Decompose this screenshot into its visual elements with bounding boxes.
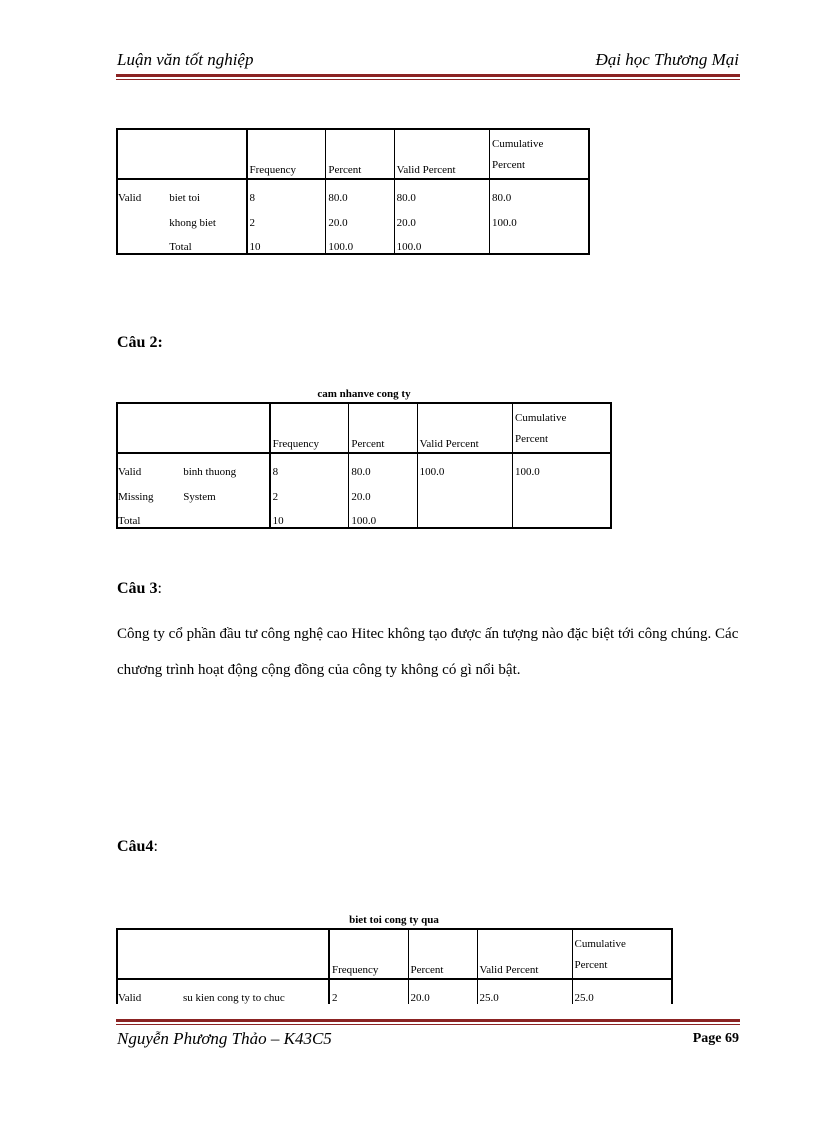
col-cumulative-percent bbox=[490, 129, 589, 179]
cell-valid-percent: 100.0 bbox=[417, 453, 512, 478]
row-group: Valid bbox=[118, 992, 142, 1004]
row-label: su kien cong ty to chuc bbox=[183, 992, 285, 1004]
section-heading-text: Câu4 bbox=[117, 838, 154, 855]
header-thesis-label: Luận văn tốt nghiệp bbox=[117, 50, 254, 69]
col-cumulative-percent-label: Cumulative Percent bbox=[574, 938, 626, 971]
col-valid-percent: Valid Percent bbox=[477, 929, 572, 979]
row-label: System bbox=[183, 491, 216, 503]
row-group: Missing bbox=[118, 491, 154, 503]
row-group bbox=[117, 204, 167, 229]
cell-percent: 100.0 bbox=[326, 229, 394, 254]
cau-3-paragraph: Công ty cổ phần đầu tư công nghệ cao Hitec không tạo được ấn tượng nào đặc biệt tới công chúng. Các chương trình hoạt động cộng đồng của công ty không có gì nổi bật. bbox=[117, 626, 739, 678]
table-title: cam nhanve cong ty bbox=[317, 388, 411, 400]
table-row bbox=[117, 453, 611, 478]
cell-cumulative: 100.0 bbox=[490, 204, 589, 229]
row-group: Valid bbox=[118, 192, 142, 204]
table-row bbox=[117, 179, 589, 204]
row-group bbox=[117, 229, 167, 254]
section-heading-colon: : bbox=[157, 334, 163, 351]
section-heading-colon: : bbox=[157, 580, 162, 597]
section-heading-text: Câu 3 bbox=[117, 580, 158, 597]
row-label bbox=[181, 503, 269, 528]
row-group: Total bbox=[118, 515, 141, 527]
section-heading-cau-3 bbox=[117, 580, 162, 598]
row-label: Total bbox=[169, 241, 192, 253]
cell-cumulative bbox=[513, 503, 611, 528]
table-header-row bbox=[117, 129, 589, 179]
col-valid-percent: Valid Percent bbox=[417, 403, 512, 453]
cell-valid-percent bbox=[417, 478, 512, 503]
cell-frequency: 10 bbox=[247, 229, 326, 254]
col-percent: Percent bbox=[349, 403, 417, 453]
cell-frequency: 10 bbox=[270, 503, 349, 528]
section-heading-cau-4 bbox=[117, 838, 158, 856]
col-percent: Percent bbox=[408, 929, 477, 979]
cell-percent: 20.0 bbox=[326, 204, 394, 229]
col-cumulative-percent-label: Cumulative Percent bbox=[515, 412, 567, 445]
cell-frequency: 2 bbox=[270, 478, 349, 503]
table-title: biet toi cong ty qua bbox=[349, 914, 439, 926]
col-frequency: Frequency bbox=[329, 929, 408, 979]
cell-frequency: 2 bbox=[247, 204, 326, 229]
cell-cumulative: 25.0 bbox=[572, 979, 672, 1004]
table-row bbox=[117, 979, 672, 1004]
section-heading-colon: : bbox=[153, 838, 158, 855]
cell-cumulative: 80.0 bbox=[490, 179, 589, 204]
cell-cumulative: 100.0 bbox=[513, 453, 611, 478]
cell-valid-percent: 80.0 bbox=[394, 179, 489, 204]
cell-frequency: 8 bbox=[270, 453, 349, 478]
frequency-table-1 bbox=[116, 128, 590, 255]
col-cumulative-percent bbox=[572, 929, 672, 979]
col-frequency: Frequency bbox=[247, 129, 326, 179]
footer-divider bbox=[116, 1019, 740, 1025]
table-row bbox=[117, 204, 589, 229]
cell-cumulative bbox=[513, 478, 611, 503]
col-frequency: Frequency bbox=[270, 403, 349, 453]
cell-valid-percent: 20.0 bbox=[394, 204, 489, 229]
cell-frequency: 8 bbox=[247, 179, 326, 204]
cell-cumulative bbox=[490, 229, 589, 254]
row-group: Valid bbox=[118, 466, 142, 478]
table-header-row bbox=[117, 403, 611, 453]
section-heading-cau-2 bbox=[117, 334, 163, 352]
section-heading-text: Câu 2 bbox=[117, 334, 158, 351]
footer-page-number: Page 69 bbox=[692, 1031, 739, 1046]
row-label: khong biet bbox=[169, 217, 216, 229]
col-percent: Percent bbox=[326, 129, 394, 179]
cell-percent: 20.0 bbox=[408, 979, 477, 1004]
row-label: binh thuong bbox=[183, 466, 237, 478]
table-row bbox=[117, 503, 611, 528]
frequency-table-2 bbox=[116, 402, 612, 529]
header-divider bbox=[116, 74, 740, 80]
table-header-row bbox=[117, 929, 672, 979]
cell-percent: 20.0 bbox=[349, 478, 417, 503]
cell-percent: 80.0 bbox=[349, 453, 417, 478]
header-university-label: Đại học Thương Mại bbox=[595, 50, 739, 69]
cell-frequency: 2 bbox=[329, 979, 408, 1004]
cell-percent: 80.0 bbox=[326, 179, 394, 204]
col-valid-percent: Valid Percent bbox=[394, 129, 489, 179]
cell-valid-percent: 25.0 bbox=[477, 979, 572, 1004]
col-cumulative-percent bbox=[513, 403, 611, 453]
frequency-table-3 bbox=[116, 928, 673, 1004]
footer-author: Nguyễn Phương Thảo – K43C5 bbox=[117, 1029, 332, 1048]
table-row bbox=[117, 478, 611, 503]
col-cumulative-percent-label: Cumulative Percent bbox=[492, 138, 544, 171]
cell-percent: 100.0 bbox=[349, 503, 417, 528]
cell-valid-percent: 100.0 bbox=[394, 229, 489, 254]
row-label: biet toi bbox=[169, 192, 201, 204]
table-3-clip bbox=[116, 928, 676, 1004]
table-row bbox=[117, 229, 589, 254]
cell-valid-percent bbox=[417, 503, 512, 528]
